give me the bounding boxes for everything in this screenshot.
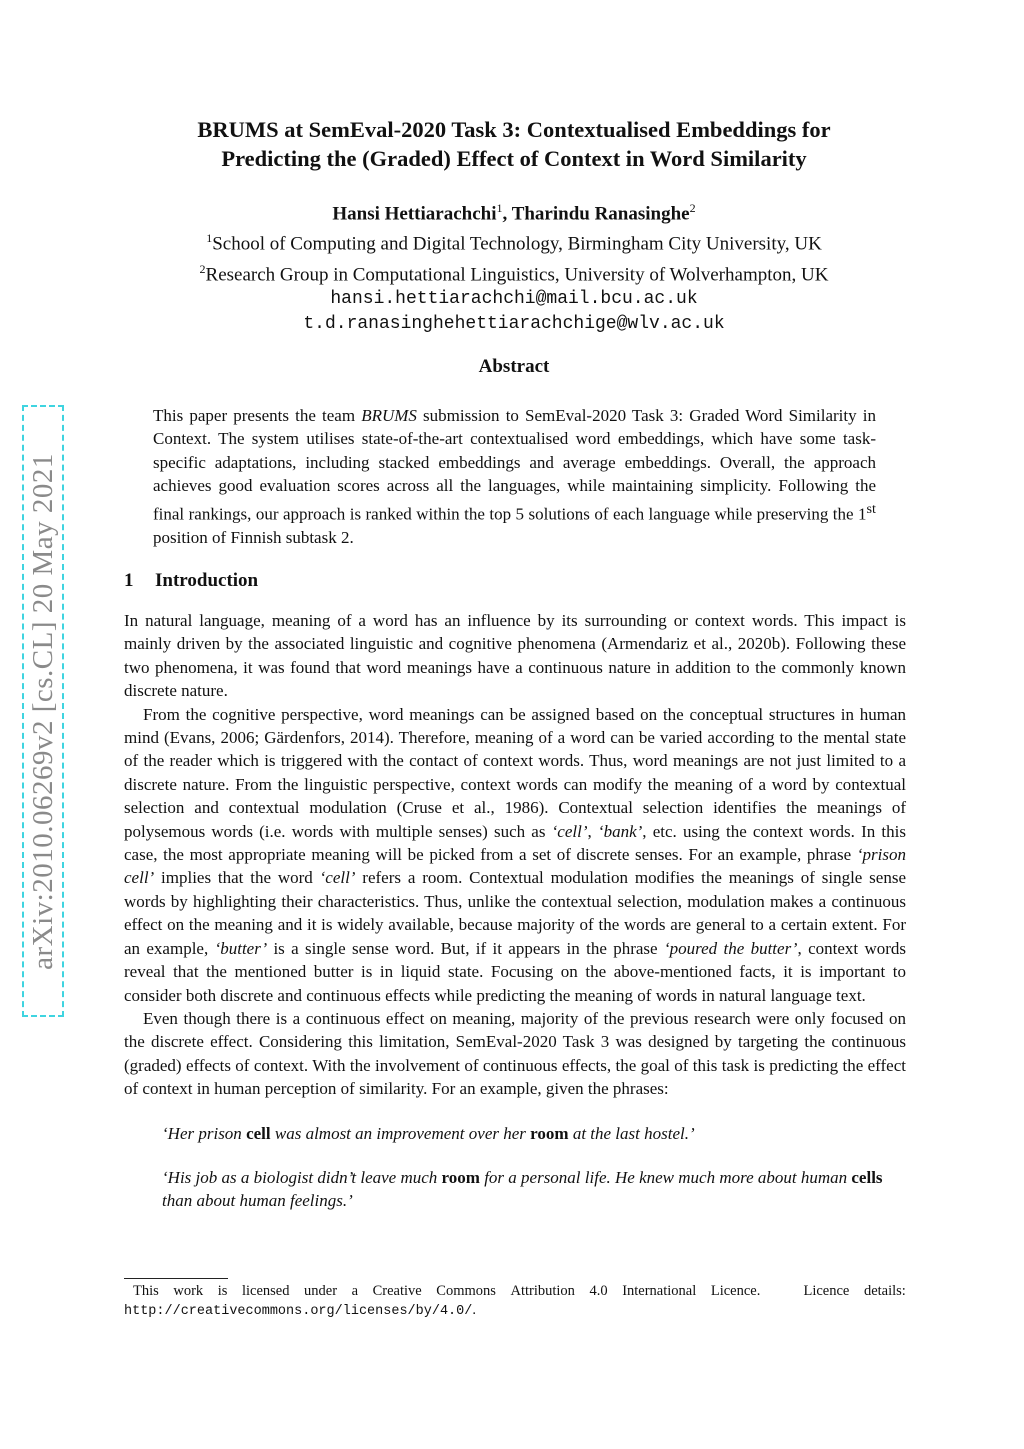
paragraph-3: Even though there is a continuous effect on meaning, majority of the previous research were only focused on the discrete effect. Considering this limitation, SemEval-2020 Task 3 was designed by targeting the continuous (graded) effects of context. With the involvement of continuous effects, the goal of this task is predicting the effect of context in human perception of similarity. For an example, given the phrases:	[124, 1008, 906, 1099]
introduction-body	[124, 609, 906, 1213]
author-separator: ,	[502, 203, 512, 225]
paragraph-2: From the cognitive perspective, word meanings can be assigned based on the conceptual structures in human mind (Evans, 2006; Gärdenfors, 2014). Therefore, meaning of a word can be varied according to the mental state of the reader which is triggered with the contact of context words. Thus, word meanings are not just limited to a discrete nature. From the linguistic perspective, context words can modify the meaning of a word by contextual selection and contextual modulation (Cruse et al., 1986). Contextual selection identifies the meanings of polysemous words (i.e. words with multiple senses) such as ‘cell’, ‘bank’, etc. using the context words. In this case, the most appropriate meaning will be picked from a set of discrete senses. For an example, phrase ‘prison cell’ implies that the word ‘cell’ refers a room. Contextual modulation modifies the meanings of single sense words by highlighting their characteristics. Thus, unlike the contextual selection, modulation makes a continuous effect on the meaning and it is widely available, because majority of the words are general to a certain extent. For an example, ‘butter’ is a single sense word. But, if it appears in the phrase ‘poured the butter’, context words reveal that the mentioned butter is in liquid state. Focusing on the above-mentioned facts, it is important to consider both discrete and continuous effects while predicting the meaning of words in natural language text.	[124, 704, 907, 1005]
author-names	[122, 196, 906, 226]
paper-title	[122, 115, 906, 173]
example-sentence-2: ‘His job as a biologist didn’t leave much room for a personal life. He knew much more about human cells than about human feelings.’	[162, 1167, 883, 1211]
license-footnote	[124, 1282, 906, 1321]
author-1: Hansi Hettiarachchi	[332, 203, 497, 225]
affiliation-1: $^1$School of Computing and Digital Technology, Birmingham City University, UK	[206, 231, 822, 255]
email-2[interactable]: t.d.ranasinghehettiarachchige@wlv.ac.uk	[303, 313, 725, 334]
arxiv-id: arXiv:2010.06269v2 [cs.CL] 20 May 2021	[26, 452, 59, 970]
footnote-line-2: http://creativecommons.org/licenses/by/4.0/.	[124, 1302, 476, 1319]
paragraph-1: In natural language, meaning of a word has an influence by its surrounding or context words. This impact is mainly driven by the associated linguistic and cognitive phenomena (Armendariz et al., 2020b). Following these two phenomena, it was found that word meanings have a continuous nature in addition to the commonly known discrete nature.	[124, 611, 906, 701]
example-sentence-1: ‘Her prison cell was almost an improvement over her room at the last hostel.’	[162, 1123, 695, 1143]
footnote-line-1: This work is licensed under a Creative Commons Attribution 4.0 International Licence. Licence details:	[133, 1283, 906, 1299]
section-heading-introduction	[124, 570, 258, 592]
author-block	[122, 196, 906, 337]
section-title: Introduction	[155, 570, 259, 591]
email-1[interactable]: hansi.hettiarachchi@mail.bcu.ac.uk	[330, 288, 698, 309]
title-line-2: Predicting the (Graded) Effect of Context in Word Similarity	[221, 146, 807, 171]
team-name: BRUMS	[361, 406, 417, 425]
abstract-heading: Abstract	[478, 356, 550, 377]
license-url[interactable]: http://creativecommons.org/licenses/by/4.0/	[124, 1304, 473, 1319]
section-number: 1	[124, 570, 134, 591]
author-1-affil: 1	[496, 201, 503, 215]
abstract-text: This paper presents the team BRUMS submission to SemEval-2020 Task 3: Graded Word Similarity in Context. The system utilises state-of-the-art contextualised word embeddings, which have some task-specific adaptations, including stacked embeddings and average embeddings. Overall, the approach achieves good evaluation scores across all the languages, while maintaining simplicity. Following the final rankings, our approach is ranked within the top 5 solutions of each language while preserving the 1st position of Finnish subtask 2.	[153, 406, 876, 547]
title-line-1: BRUMS at SemEval-2020 Task 3: Contextualised Embeddings for	[197, 117, 831, 142]
footnote-rule	[124, 1278, 228, 1279]
arxiv-stamp	[22, 405, 64, 1017]
author-2-affil: 2	[689, 201, 696, 215]
author-2: Tharindu Ranasinghe	[511, 203, 690, 225]
affiliation-2: $^2$Research Group in Computational Linguistics, University of Wolverhampton, UK	[199, 261, 829, 285]
